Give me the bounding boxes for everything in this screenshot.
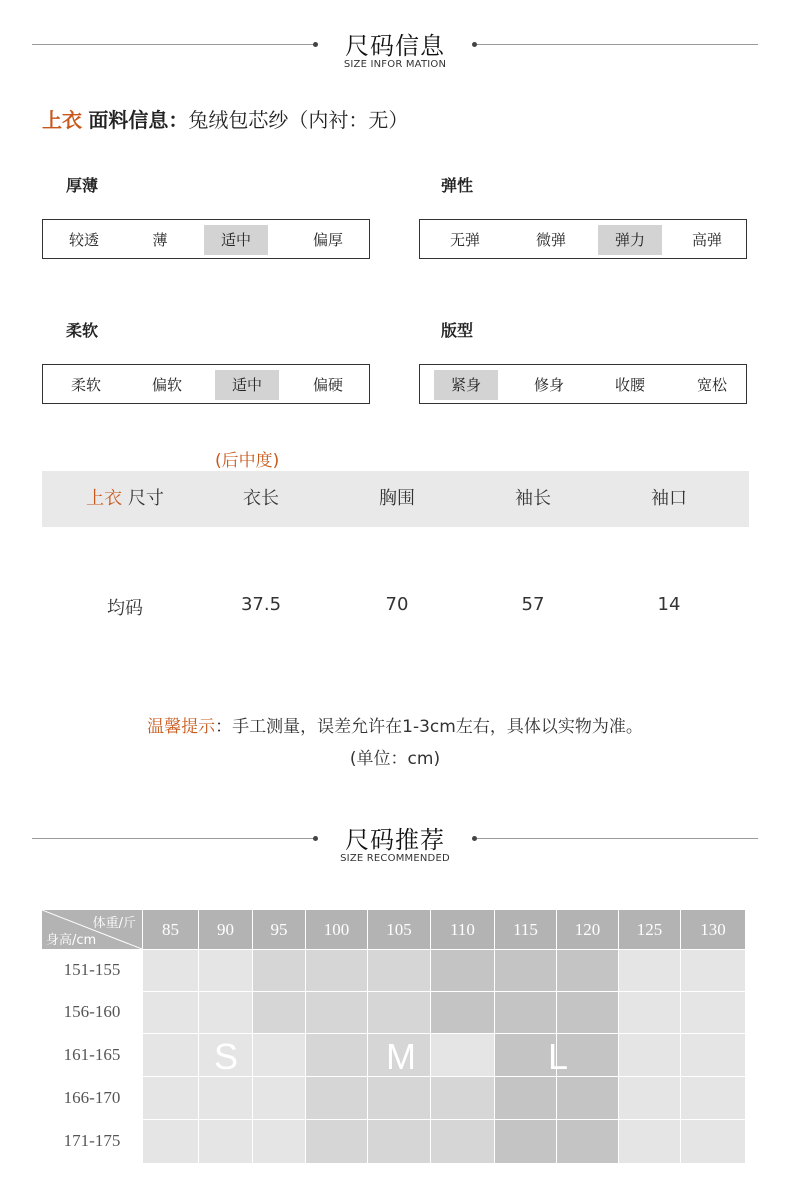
size-table-tag: 上衣 [86, 488, 123, 509]
back-center-note: (后中度) [215, 451, 280, 471]
weight-header: 115 [494, 910, 556, 949]
section-subtitle-size-recommend: SIZE RECOMMENDED [340, 853, 450, 864]
grid-cell [680, 991, 745, 1033]
grid-cell [198, 1076, 252, 1119]
grid-cell [618, 1033, 680, 1076]
thickness-scale [42, 219, 370, 259]
grid-cell [142, 949, 198, 991]
weight-header: 120 [556, 910, 618, 949]
size-letter-m: M [386, 1036, 416, 1077]
weight-header: 125 [618, 910, 680, 949]
fabric-tag: 上衣 [42, 108, 82, 132]
thickness-option: 较透 [68, 231, 99, 249]
height-row-label: 156-160 [63, 1002, 121, 1021]
grid-corner [42, 910, 142, 949]
measurement-tip [0, 712, 790, 737]
grid-cell [680, 1076, 745, 1119]
grid-cell [618, 949, 680, 991]
softness-scale [42, 364, 370, 404]
grid-cell [680, 949, 745, 991]
grid-cell [198, 991, 252, 1033]
weight-header: 90 [198, 910, 252, 949]
fit-option: 收腰 [614, 376, 645, 394]
grid-cell [494, 1076, 556, 1119]
softness-option-selected: 适中 [215, 370, 279, 400]
grid-cell [305, 1076, 367, 1119]
fit-scale [419, 364, 747, 404]
section-title-size-info: 尺码信息 [345, 32, 445, 60]
size-table-head-label: 尺寸 [127, 488, 164, 509]
tip-text: ：手工测量，误差允许在1-3cm左右，具体以实物为准。 [215, 717, 643, 737]
thickness-label: 厚薄 [66, 176, 99, 195]
height-row-label: 171-175 [63, 1131, 121, 1150]
fabric-value: 兔绒包芯纱（内衬：无） [188, 108, 409, 132]
size-value: 37.5 [240, 594, 282, 615]
elasticity-scale [419, 219, 747, 259]
grid-cell [556, 991, 618, 1033]
elasticity-option: 微弹 [535, 231, 566, 249]
column-header: 袖长 [515, 488, 551, 509]
grid-cell [198, 949, 252, 991]
corner-height-label: 身高/cm [46, 933, 97, 948]
grid-cell [305, 1033, 367, 1076]
elasticity-option-selected: 弹力 [598, 225, 662, 255]
size-table-header [42, 471, 749, 527]
grid-cell [618, 991, 680, 1033]
grid-cell [430, 1076, 494, 1119]
fit-option-selected: 紧身 [434, 370, 498, 400]
size-letter-s: S [214, 1036, 239, 1077]
size-value: 70 [385, 594, 409, 615]
tip-label: 温馨提示 [147, 717, 216, 737]
grid-cell [252, 991, 305, 1033]
height-row-label: 161-165 [63, 1045, 121, 1064]
grid-cell [198, 1119, 252, 1163]
grid-cell [252, 1076, 305, 1119]
grid-cell [252, 949, 305, 991]
grid-cell [556, 949, 618, 991]
thickness-option-selected: 适中 [204, 225, 268, 255]
thickness-option: 薄 [152, 231, 168, 249]
column-header: 胸围 [379, 488, 415, 509]
unit-note: (单位：cm) [349, 749, 441, 769]
column-header: 袖口 [651, 488, 687, 509]
size-letter-l: L [548, 1036, 569, 1077]
thickness-option: 偏厚 [312, 231, 343, 249]
elasticity-label: 弹性 [441, 176, 474, 195]
weight-header: 95 [252, 910, 305, 949]
height-row-label: 166-170 [63, 1088, 121, 1107]
column-header: 衣长 [243, 488, 279, 509]
grid-cell [367, 1119, 430, 1163]
grid-cell [618, 1119, 680, 1163]
weight-header: 130 [680, 910, 745, 949]
softness-option: 偏硬 [312, 376, 343, 394]
softness-option: 偏软 [151, 376, 182, 394]
grid-cell [430, 1119, 494, 1163]
grid-cell [494, 949, 556, 991]
divider-line-right [477, 44, 758, 45]
grid-cell [556, 1119, 618, 1163]
grid-cell [430, 1033, 494, 1076]
grid-cell [367, 949, 430, 991]
grid-cell [618, 1076, 680, 1119]
fit-option: 宽松 [696, 376, 727, 394]
grid-cell [494, 991, 556, 1033]
corner-weight-label: 体重/斤 [92, 916, 136, 931]
size-value: 14 [657, 594, 681, 615]
height-row-label: 151-155 [63, 960, 121, 979]
elasticity-option: 高弹 [691, 231, 722, 249]
fabric-info [42, 104, 408, 133]
grid-cell [142, 1119, 198, 1163]
grid-cell [494, 1033, 556, 1076]
weight-header: 110 [430, 910, 494, 949]
fabric-label: 面料信息： [88, 108, 189, 132]
grid-cell [680, 1119, 745, 1163]
softness-label: 柔软 [66, 321, 99, 340]
fit-label: 版型 [441, 321, 474, 340]
weight-header: 100 [305, 910, 367, 949]
grid-cell [494, 1119, 556, 1163]
grid-cell [305, 991, 367, 1033]
size-row-label: 均码 [107, 598, 143, 619]
grid-cell [305, 949, 367, 991]
section-subtitle-size-info: SIZE INFOR MATION [343, 59, 447, 70]
grid-cell [430, 991, 494, 1033]
grid-cell [142, 1033, 198, 1076]
grid-cell [252, 1119, 305, 1163]
grid-cell [680, 1033, 745, 1076]
section-title-size-recommend: 尺码推荐 [345, 826, 445, 854]
divider-line-right [477, 838, 758, 839]
weight-header: 105 [367, 910, 430, 949]
grid-cell [305, 1119, 367, 1163]
grid-cell [430, 949, 494, 991]
weight-header: 85 [142, 910, 198, 949]
grid-cell [367, 1076, 430, 1119]
grid-cell [252, 1033, 305, 1076]
grid-cell [142, 1076, 198, 1119]
elasticity-option: 无弹 [449, 231, 480, 249]
grid-cell [556, 1076, 618, 1119]
size-value: 57 [521, 594, 545, 615]
grid-cell [142, 991, 198, 1033]
fit-option: 修身 [533, 376, 564, 394]
softness-option: 柔软 [70, 376, 101, 394]
grid-cell [367, 991, 430, 1033]
size-table-corner [42, 471, 208, 527]
